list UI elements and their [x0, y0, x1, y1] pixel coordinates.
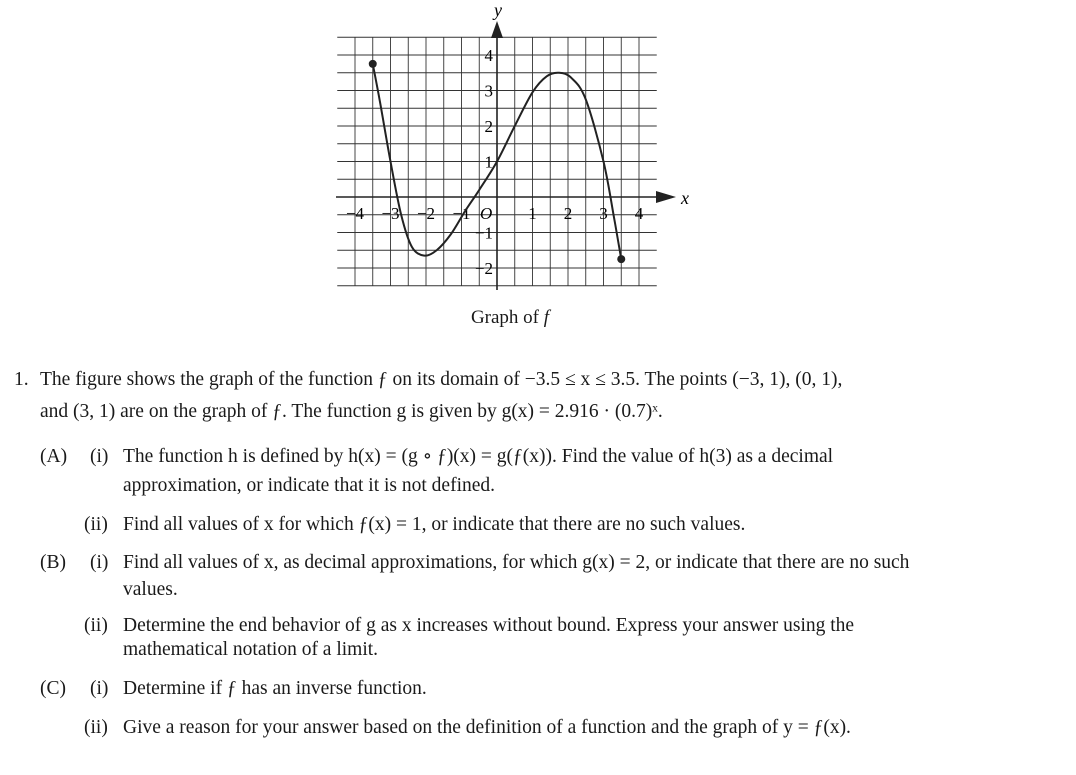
y-axis-arrow	[491, 21, 503, 38]
x-axis-label: x	[681, 188, 689, 208]
axes	[336, 0, 689, 290]
y-tick-label: 3	[484, 81, 493, 101]
part-b-i-label: (i)	[90, 552, 109, 573]
x-tick-label: −3	[381, 204, 400, 223]
part-a-i-line2: approximation, or indicate that it is not defined.	[123, 475, 496, 496]
part-c-i-text: Determine if ƒ has an inverse function.	[123, 678, 427, 699]
x-tick-label: −1	[452, 204, 471, 223]
y-tick-label: −2	[474, 259, 493, 278]
part-c-i-label: (i)	[90, 678, 109, 699]
x-tick-label: 2	[563, 204, 573, 223]
caption-prefix: Graph of	[470, 307, 540, 328]
curve-end-point	[617, 255, 625, 263]
part-a-ii-text: Find all values of x for which ƒ(x) = 1, or indicate that there are no such values.	[123, 514, 746, 535]
x-axis-arrow	[656, 191, 676, 203]
x-tick-label: −4	[345, 204, 365, 223]
part-b-i-line1: Find all values of x, as decimal approximations, for which g(x) = 2, or indicate that there are no such	[123, 552, 910, 573]
part-a-i-line1: The function h is defined by h(x) = (g ∘ ƒ)(x) = g(ƒ(x)). Find the value of h(3) as a decimal	[123, 446, 834, 467]
part-a-label: (A)	[40, 446, 68, 467]
part-c-ii-label: (ii)	[84, 717, 108, 738]
figure-caption	[0, 307, 1020, 329]
caption-func: f	[543, 307, 550, 328]
part-b-ii-line1: Determine the end behavior of g as x increases without bound. Express your answer using the	[123, 615, 855, 636]
y-axis-label: y	[494, 0, 502, 20]
part-b-ii-label: (ii)	[84, 615, 108, 636]
question-number: 1.	[14, 369, 29, 390]
part-c-label: (C)	[40, 678, 66, 699]
y-tick-label: 4	[484, 46, 493, 65]
part-a-ii-label: (ii)	[84, 514, 108, 535]
graph-of-f	[0, 0, 1076, 300]
curve-start-point	[369, 60, 377, 68]
origin-label: O	[480, 204, 493, 223]
y-tick-label: 1	[484, 152, 493, 172]
part-b-ii-line2: mathematical notation of a limit.	[123, 639, 379, 660]
x-tick-label: 4	[634, 204, 644, 223]
question-intro-line1: The figure shows the graph of the function ƒ on its domain of −3.5 ≤ x ≤ 3.5. The points (−3, 1), (0, 1),	[40, 369, 843, 390]
x-tick-label: 1	[528, 204, 537, 223]
x-tick-label: −2	[416, 204, 436, 223]
part-a-i-label: (i)	[90, 446, 109, 467]
part-b-label: (B)	[40, 552, 66, 573]
x-tick-label: 3	[599, 204, 608, 223]
part-c-ii-text: Give a reason for your answer based on the definition of a function and the graph of y = ƒ(x).	[123, 717, 851, 738]
y-tick-label: 2	[484, 117, 493, 136]
y-tick-label: −1	[474, 223, 493, 243]
part-b-i-line2: values.	[123, 579, 178, 600]
question-intro-line2: and (3, 1) are on the graph of ƒ. The function g is given by g(x) = 2.916 · (0.7)ˣ.	[40, 401, 663, 422]
